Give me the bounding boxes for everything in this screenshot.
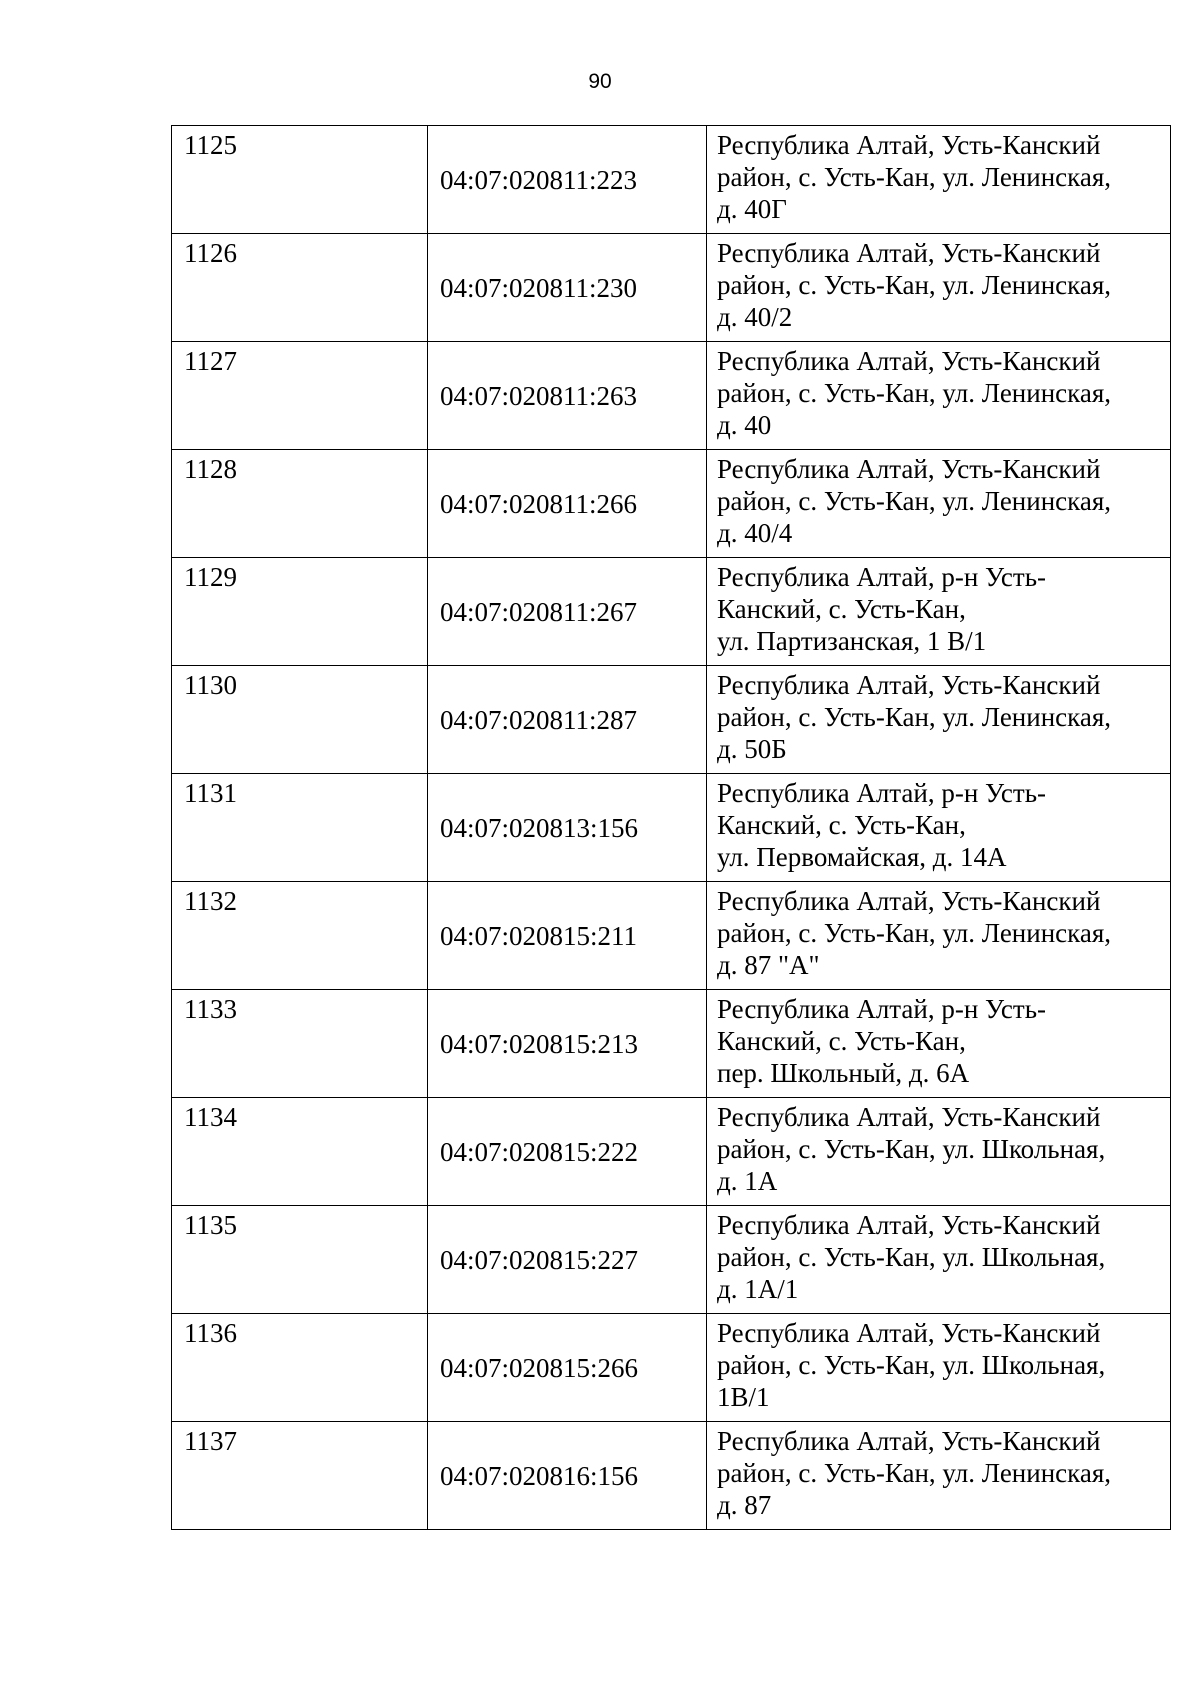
row-number: 1130 — [172, 666, 428, 774]
address-line: Республика Алтай, Усть-Канский — [717, 238, 1101, 268]
address-line: район, с. Усть-Кан, ул. Ленинская, — [717, 918, 1112, 948]
cadastral-number: 04:07:020811:267 — [428, 558, 707, 666]
address-cell — [707, 990, 1171, 1098]
address-line: Канский, с. Усть-Кан, — [717, 810, 966, 840]
address-line: д. 40Г — [717, 194, 787, 224]
address-line: район, с. Усть-Кан, ул. Ленинская, — [717, 1458, 1112, 1488]
table-row — [172, 774, 1171, 882]
address-line: Республика Алтай, Усть-Канский — [717, 454, 1101, 484]
address-cell — [707, 1098, 1171, 1206]
address-line: д. 87 — [717, 1490, 772, 1520]
address-line: д. 1А/1 — [717, 1274, 799, 1304]
address-line: Канский, с. Усть-Кан, — [717, 594, 966, 624]
row-number: 1131 — [172, 774, 428, 882]
table-row — [172, 666, 1171, 774]
table-row — [172, 558, 1171, 666]
address-line: район, с. Усть-Кан, ул. Ленинская, — [717, 270, 1112, 300]
table-row — [172, 1314, 1171, 1422]
row-number: 1137 — [172, 1422, 428, 1530]
address-cell — [707, 558, 1171, 666]
address-line: район, с. Усть-Кан, ул. Школьная, — [717, 1350, 1106, 1380]
address-line: Республика Алтай, р-н Усть- — [717, 562, 1047, 592]
address-line: д. 87 "А" — [717, 950, 820, 980]
address-cell — [707, 1206, 1171, 1314]
cadastral-number: 04:07:020813:156 — [428, 774, 707, 882]
cadastral-number: 04:07:020811:266 — [428, 450, 707, 558]
table-row — [172, 450, 1171, 558]
address-cell — [707, 450, 1171, 558]
page-number: 90 — [588, 70, 612, 93]
address-line: район, с. Усть-Кан, ул. Школьная, — [717, 1134, 1106, 1164]
address-line: Республика Алтай, Усть-Канский — [717, 886, 1101, 916]
cadastral-number: 04:07:020811:287 — [428, 666, 707, 774]
table-row — [172, 342, 1171, 450]
cadastral-number: 04:07:020815:227 — [428, 1206, 707, 1314]
cadastral-number: 04:07:020815:211 — [428, 882, 707, 990]
table-row — [172, 1098, 1171, 1206]
cadastral-number: 04:07:020811:223 — [428, 126, 707, 234]
address-cell — [707, 1314, 1171, 1422]
cadastral-number: 04:07:020811:230 — [428, 234, 707, 342]
table-row — [172, 990, 1171, 1098]
table-row — [172, 234, 1171, 342]
cadastral-number: 04:07:020815:213 — [428, 990, 707, 1098]
row-number: 1127 — [172, 342, 428, 450]
address-line: д. 40/2 — [717, 302, 793, 332]
address-line: район, с. Усть-Кан, ул. Школьная, — [717, 1242, 1106, 1272]
row-number: 1129 — [172, 558, 428, 666]
address-cell — [707, 882, 1171, 990]
address-line: район, с. Усть-Кан, ул. Ленинская, — [717, 162, 1112, 192]
address-line: Республика Алтай, Усть-Канский — [717, 670, 1101, 700]
address-line: ул. Партизанская, 1 В/1 — [717, 626, 987, 656]
address-line: д. 40 — [717, 410, 772, 440]
address-line: Республика Алтай, Усть-Канский — [717, 1102, 1101, 1132]
row-number: 1132 — [172, 882, 428, 990]
cadastral-number: 04:07:020811:263 — [428, 342, 707, 450]
address-line: Республика Алтай, р-н Усть- — [717, 778, 1047, 808]
address-cell — [707, 666, 1171, 774]
row-number: 1133 — [172, 990, 428, 1098]
table-row — [172, 1206, 1171, 1314]
row-number: 1125 — [172, 126, 428, 234]
cadastral-number: 04:07:020815:222 — [428, 1098, 707, 1206]
address-line: Республика Алтай, Усть-Канский — [717, 130, 1101, 160]
address-line: район, с. Усть-Кан, ул. Ленинская, — [717, 378, 1112, 408]
row-number: 1134 — [172, 1098, 428, 1206]
table-body — [172, 126, 1171, 1530]
address-cell — [707, 234, 1171, 342]
address-line: 1В/1 — [717, 1382, 770, 1412]
table-row — [172, 882, 1171, 990]
address-line: район, с. Усть-Кан, ул. Ленинская, — [717, 486, 1112, 516]
address-line: д. 50Б — [717, 734, 787, 764]
address-cell — [707, 1422, 1171, 1530]
address-cell — [707, 342, 1171, 450]
row-number: 1136 — [172, 1314, 428, 1422]
row-number: 1135 — [172, 1206, 428, 1314]
address-line: Республика Алтай, Усть-Канский — [717, 346, 1101, 376]
cadastral-number: 04:07:020816:156 — [428, 1422, 707, 1530]
address-line: район, с. Усть-Кан, ул. Ленинская, — [717, 702, 1112, 732]
address-line: Канский, с. Усть-Кан, — [717, 1026, 966, 1056]
address-line: д. 1А — [717, 1166, 778, 1196]
row-number: 1126 — [172, 234, 428, 342]
registry-table — [171, 125, 1171, 1530]
address-line: Республика Алтай, Усть-Канский — [717, 1210, 1101, 1240]
table-row — [172, 126, 1171, 234]
cadastral-number: 04:07:020815:266 — [428, 1314, 707, 1422]
address-line: пер. Школьный, д. 6А — [717, 1058, 970, 1088]
address-cell — [707, 774, 1171, 882]
address-line: Республика Алтай, р-н Усть- — [717, 994, 1047, 1024]
address-line: Республика Алтай, Усть-Канский — [717, 1426, 1101, 1456]
table-row — [172, 1422, 1171, 1530]
address-line: ул. Первомайская, д. 14А — [717, 842, 1007, 872]
address-cell — [707, 126, 1171, 234]
address-line: д. 40/4 — [717, 518, 793, 548]
address-line: Республика Алтай, Усть-Канский — [717, 1318, 1101, 1348]
row-number: 1128 — [172, 450, 428, 558]
